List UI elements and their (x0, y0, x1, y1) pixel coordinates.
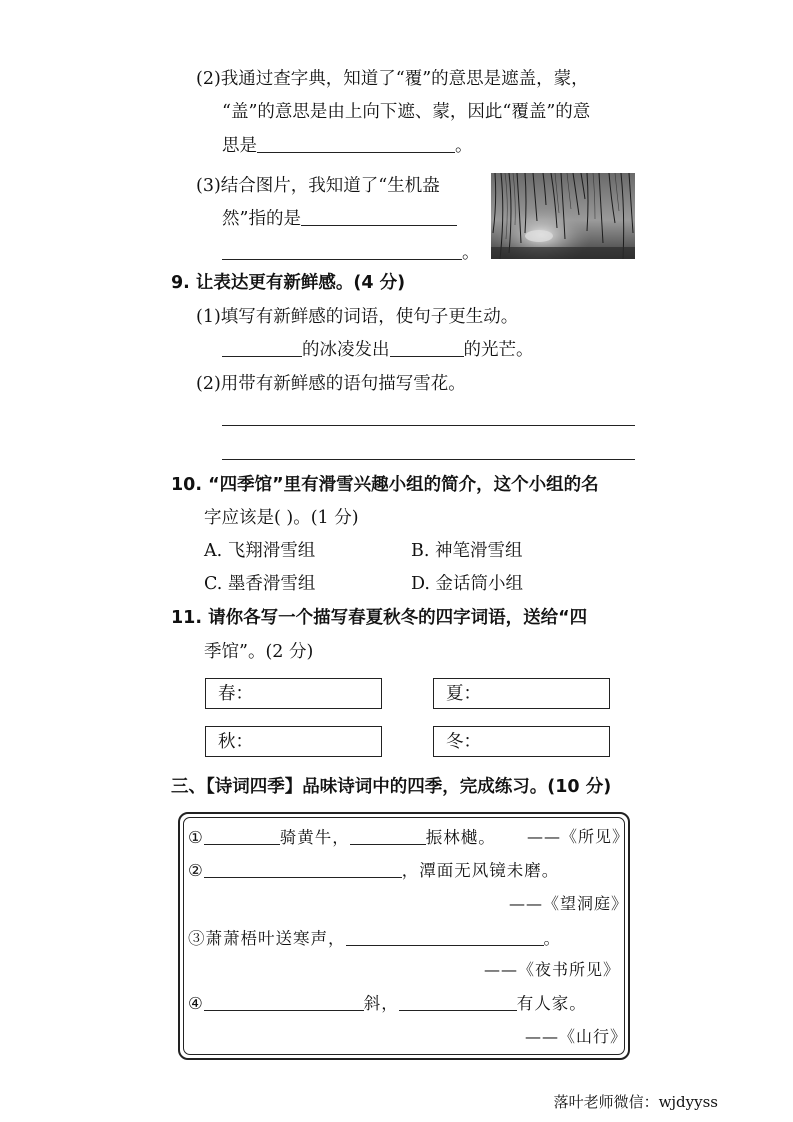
poem-1 (188, 826, 496, 849)
poem-2-num: ② (188, 861, 204, 880)
poem-2-source: ——《望洞庭》 (509, 894, 629, 913)
poem-1-mid: 骑黄牛， (279, 828, 350, 847)
poem-4-source: ——《山行》 (525, 1027, 628, 1046)
q11-title-line2: 季馆”。(2 分) (204, 642, 314, 662)
q8-shengji-blank-2[interactable] (222, 241, 462, 260)
q9-part1-end: 的光芒。 (463, 340, 534, 360)
q9-answer-line-1[interactable] (222, 425, 635, 426)
q10-title-line2: 字应该是( )。(1 分) (204, 508, 359, 528)
q8-shengji-blank-1[interactable] (301, 207, 457, 226)
winter-box[interactable]: 冬： (433, 726, 610, 757)
q8-part3-suffix: 。 (462, 243, 480, 263)
poem-1-num: ① (188, 828, 204, 847)
q10-option-d[interactable]: D. 金话筒小组 (411, 574, 524, 594)
summer-box[interactable]: 夏： (433, 678, 610, 709)
q8-part3-line3 (222, 241, 480, 265)
q8-part2-line2: “盖”的意思是由上向下遮、蒙，因此“覆盖”的意 (222, 102, 591, 122)
poem-4 (188, 992, 587, 1015)
poem-3-blank[interactable] (346, 927, 544, 946)
poem-1-blank-1[interactable] (204, 826, 280, 845)
q8-part2-prefix: 思是 (222, 136, 257, 156)
poem-4-num: ④ (188, 994, 204, 1013)
q10-option-b[interactable]: B. 神笔滑雪组 (411, 541, 523, 561)
poem-3-start: ③萧萧梧叶送寒声， (188, 929, 346, 948)
autumn-box[interactable]: 秋： (205, 726, 382, 757)
section3-title: 三、【诗词四季】品味诗词中的四季，完成练习。(10 分) (171, 777, 612, 797)
poem-1-source: ——《所见》 (527, 827, 630, 846)
q9-title: 9. 让表达更有新鲜感。(4 分) (171, 273, 406, 293)
poem-2 (188, 859, 559, 882)
poem-1-end: 振林樾。 (425, 828, 496, 847)
q8-part2-line1: (2)我通过查字典，知道了“覆”的意思是遮盖，蒙， (196, 69, 589, 89)
poem-3 (188, 927, 561, 950)
q8-part2-line3 (222, 134, 473, 158)
q9-blank-1[interactable] (222, 338, 302, 357)
q9-part1-mid: 的冰凌发出 (302, 340, 390, 360)
poem-4-mid: 斜， (363, 994, 399, 1013)
q8-part3-line1: (3)结合图片，我知道了“生机盎 (196, 176, 440, 196)
q9-blank-2[interactable] (390, 338, 464, 357)
poem-3-end: 。 (543, 929, 561, 948)
footer-contact: 落叶老师微信：wjdyyss (553, 1093, 718, 1111)
q9-part1-sentence (222, 338, 534, 362)
poem-4-end: 有人家。 (516, 994, 587, 1013)
q9-part1: (1)填写有新鲜感的词语，使句子更生动。 (196, 307, 519, 327)
spring-box[interactable]: 春： (205, 678, 382, 709)
willow-photo (491, 173, 635, 259)
q8-part2-suffix: 。 (455, 136, 473, 156)
q10-option-a[interactable]: A. 飞翔滑雪组 (204, 541, 316, 561)
q11-title-line1: 11. 请你各写一个描写春夏秋冬的四字词语，送给“四 (171, 608, 588, 628)
poem-4-blank-1[interactable] (204, 992, 364, 1011)
q9-answer-line-2[interactable] (222, 459, 635, 460)
poem-3-source: ——《夜书所见》 (484, 960, 621, 979)
q8-part3-line2 (222, 207, 457, 231)
q8-part3-prefix: 然”指的是 (222, 209, 301, 229)
poem-2-end: ，潭面无风镜未磨。 (401, 861, 560, 880)
poem-4-blank-2[interactable] (399, 992, 517, 1011)
q8-meaning-blank[interactable] (257, 134, 455, 153)
poem-2-blank[interactable] (204, 859, 402, 878)
q9-part2: (2)用带有新鲜感的语句描写雪花。 (196, 374, 466, 394)
q10-option-c[interactable]: C. 墨香滑雪组 (204, 574, 316, 594)
poem-1-blank-2[interactable] (350, 826, 426, 845)
q10-title-line1: 10. “四季馆”里有滑雪兴趣小组的简介，这个小组的名 (171, 475, 599, 495)
